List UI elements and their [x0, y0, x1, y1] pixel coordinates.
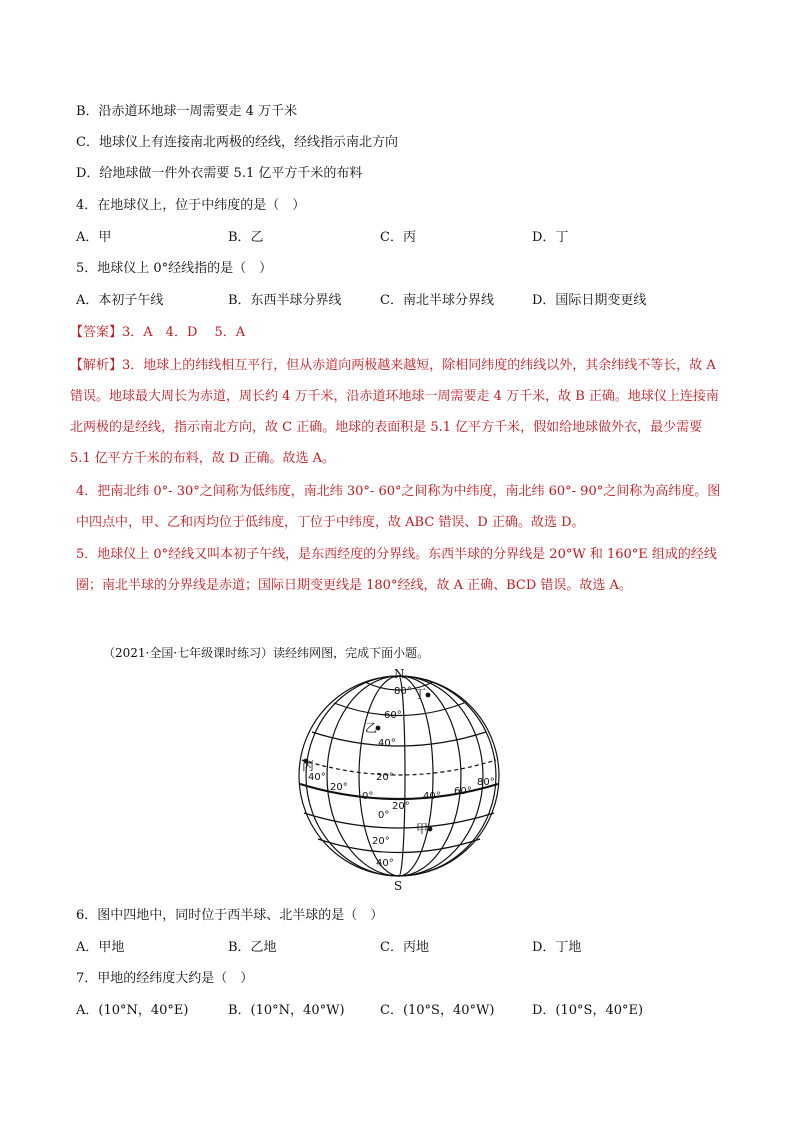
- analysis-5: 5．地球仪上 0°经线又叫本初子午线，是东西经度的分界线。东西半球的分界线是 20°W 和 160°E 组成的经线圈；南北半球的分界线是赤道；国际日期变更线是 180°经线，故 A 正确、BCD 错误。故选 A。: [76, 547, 717, 593]
- lat-label-40s: 40°: [376, 858, 394, 869]
- graticule-globe: [296, 668, 506, 894]
- q7-option-b: B．(10°N，40°W): [228, 1003, 345, 1018]
- answer-line: [70, 323, 245, 343]
- q7-option-d: D．(10°S，40°E): [532, 1003, 644, 1018]
- lat-label-40: 40°: [378, 738, 396, 749]
- analysis-label: 【解析】: [70, 358, 123, 373]
- lon-label-20w: 20°: [330, 782, 348, 793]
- meridian-prime: [399, 676, 405, 876]
- q5-option-b: B．东西半球分界线: [228, 293, 342, 308]
- q7-option-a: A．(10°N，40°E): [76, 1003, 189, 1018]
- south-label: S: [394, 879, 403, 893]
- q3-option-c: C．地球仪上有连接南北两极的经线，经线指示南北方向: [76, 135, 398, 150]
- q4-option-d: D．丁: [532, 230, 569, 245]
- meridian: [399, 676, 433, 876]
- q6-stem: 6．图中四地中，同时位于西半球、北半球的是（ ）: [76, 908, 384, 923]
- q6-option-a: A．甲地: [76, 940, 125, 955]
- lon-label-60e: 60°: [454, 786, 472, 797]
- point-ding-dot: [426, 693, 431, 698]
- lon-label-20e: 20°: [392, 801, 410, 812]
- source-caption: （2021·全国·七年级课时练习）读经纬网图，完成下面小题。: [103, 646, 430, 660]
- lon-label-40e: 40°: [423, 791, 441, 802]
- meridian: [399, 676, 496, 876]
- meridian: [399, 676, 461, 876]
- q4-option-b: B．乙: [228, 230, 264, 245]
- answer-text: 3．A 4．D 5．A: [122, 325, 246, 340]
- q6-options: [76, 938, 726, 958]
- lon-label-0: 0°: [362, 791, 374, 802]
- analysis-3: [70, 350, 726, 474]
- q4-option-c: C．丙: [380, 230, 416, 245]
- point-yi-label: 乙: [365, 721, 378, 735]
- lon-label-80e: 80°: [477, 777, 495, 788]
- lat-label-20s: 20°: [372, 836, 390, 847]
- point-bing-label: 丙: [302, 759, 315, 773]
- q5-option-a: A．本初子午线: [76, 293, 164, 308]
- point-bing-lat: 40°: [308, 772, 326, 783]
- q6-option-b: B．乙地: [228, 940, 277, 955]
- lat-label-80: 80°: [394, 686, 412, 697]
- analysis-4: 4．把南北纬 0°- 30°之间称为低纬度，南北纬 30°- 60°之间称为中纬度，南北纬 60°- 90°之间称为高纬度。图中四点中，甲、乙和丙均位于低纬度，丁位于中纬度，故 ABC 错误、D 正确。故选 D。: [76, 484, 721, 530]
- point-ding-label: 丁: [414, 687, 427, 701]
- q7-option-c: C．(10°S，40°W): [380, 1003, 495, 1018]
- q3-option-d: D．给地球做一件外衣需要 5.1 亿平方千米的布料: [76, 166, 363, 181]
- lat-label-0: 0°: [378, 810, 390, 821]
- q5-options: [76, 291, 726, 311]
- north-label: N: [394, 668, 405, 681]
- point-jia-label: 甲: [416, 822, 429, 836]
- q7-options: [76, 1001, 726, 1021]
- q5-stem: 5．地球仪上 0°经线指的是（ ）: [76, 261, 273, 276]
- point-jia-dot: [428, 827, 433, 832]
- q4-options: [76, 228, 726, 248]
- answer-label: 【答案】: [70, 325, 123, 340]
- parallel-20n: [302, 760, 496, 775]
- q6-option-d: D．丁地: [532, 940, 582, 955]
- q5-option-c: C．南北半球分界线: [380, 293, 494, 308]
- q4-option-a: A．甲: [76, 230, 112, 245]
- q4-stem: 4．在地球仪上，位于中纬度的是（ ）: [76, 198, 306, 213]
- lat-label-60: 60°: [384, 710, 402, 721]
- parallel: [312, 732, 486, 746]
- q6-option-c: C．丙地: [380, 940, 429, 955]
- q7-stem: 7．甲地的经纬度大约是（ ）: [76, 971, 254, 986]
- analysis-3-text: 3．地球上的纬线相互平行，但从赤道向两极越来越短，除相同纬度的纬线以外，其余纬线不等长，故 A 错误。地球最大周长为赤道，周长约 4 万千米，沿赤道环地球一周需要走 4 万千米，故 B 正确。地球仪上连接南北两极的是经线，指示南北方向，故 C 正确。地球的表面积是 5.1 亿平方千米，假如给地球做外衣，最少需要 5.1 亿平方千米的布料，故 D 正确。故选 A。: [70, 358, 719, 466]
- q3-option-b: B．沿赤道环地球一周需要走 4 万千米: [76, 104, 298, 119]
- lat-label-20n: 20°: [376, 772, 394, 783]
- q5-option-d: D．国际日期变更线: [532, 293, 647, 308]
